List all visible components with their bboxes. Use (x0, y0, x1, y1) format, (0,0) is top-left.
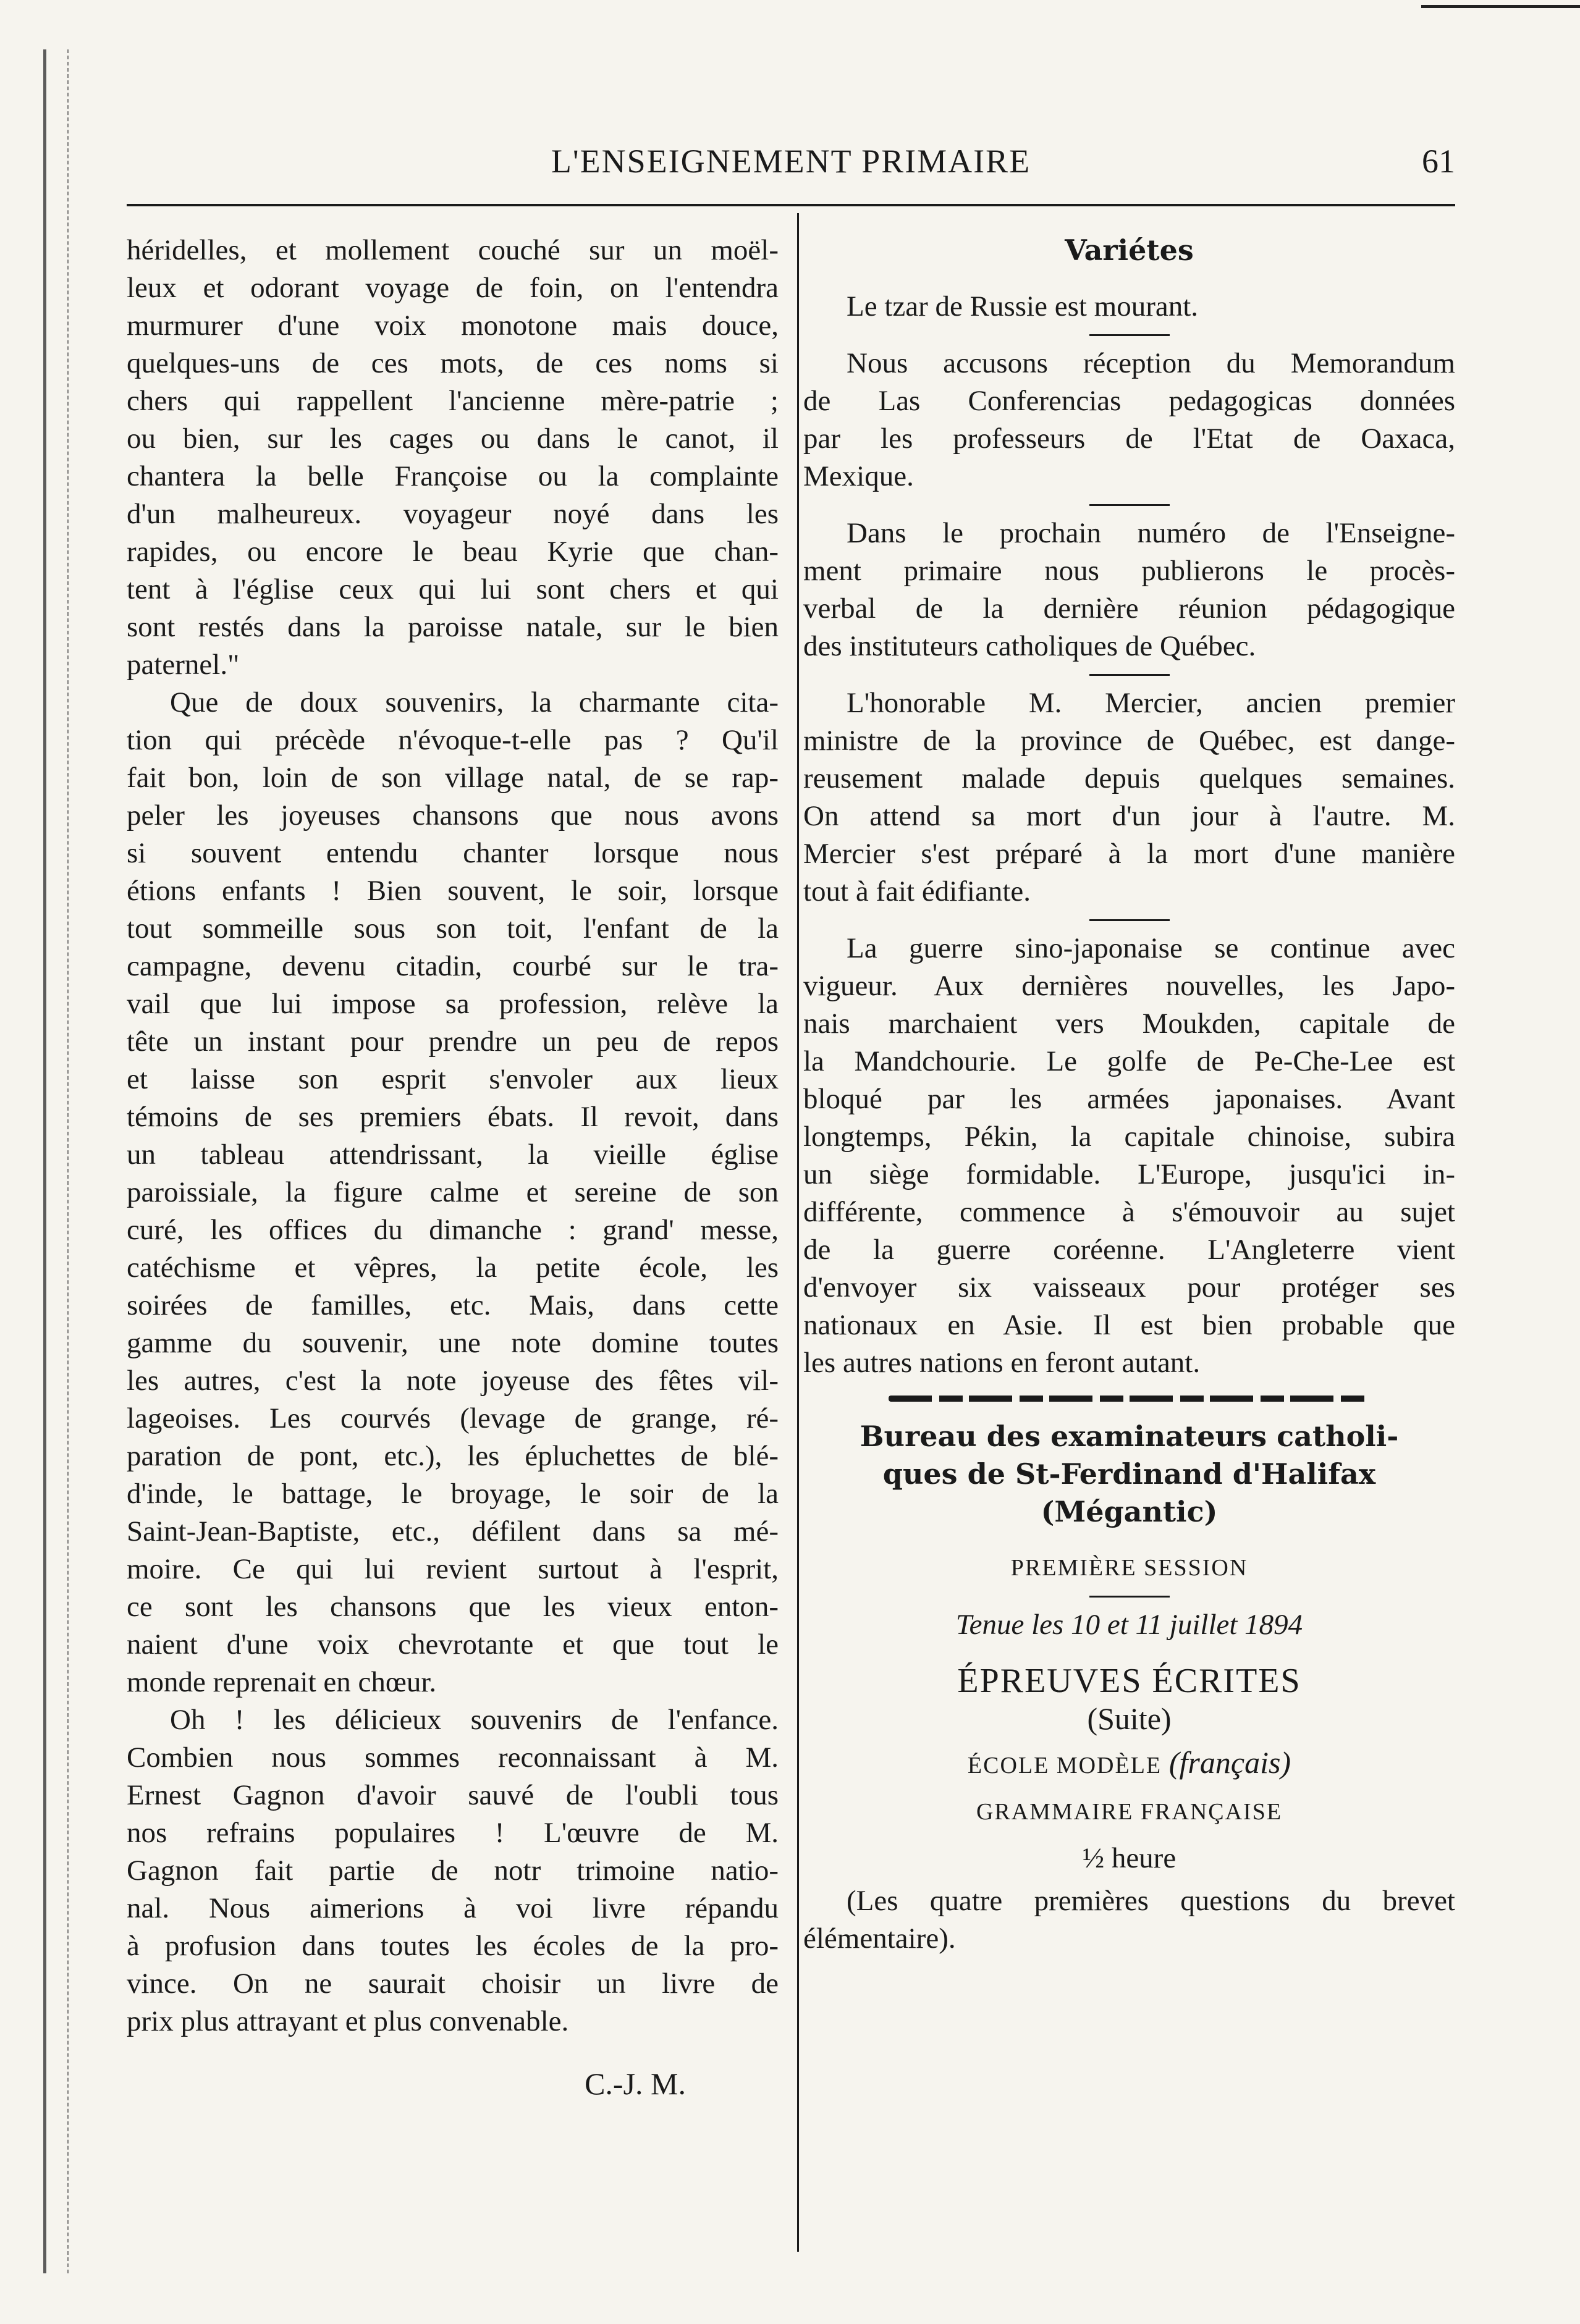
separator-rule (1089, 674, 1170, 676)
text-line: Ernest Gagnon d'avoir sauvé de l'oubli tous (127, 1779, 779, 1811)
text-line: Gagnon fait partie de notr trimoine natio- (127, 1855, 779, 1887)
text-line: rapides, ou encore le beau Kyrie que chan- (127, 536, 779, 568)
text-line: chers qui rappellent l'ancienne mère-patrie ; (127, 385, 779, 417)
right-column (803, 232, 1455, 1958)
text-line: naient d'une voix chevrotante et que tout le (127, 1628, 779, 1661)
text-line: Saint-Jean-Baptiste, etc., défilent dans sa mé- (127, 1515, 779, 1547)
text-line: ou bien, sur les cages ou dans le canot, il (127, 423, 779, 455)
text-line: monde reprenait en chœur. (127, 1666, 437, 1698)
text-line: leux et odorant voyage de foin, on l'entendra (127, 272, 779, 304)
text-line: catéchisme et vêpres, la petite école, les (127, 1252, 779, 1284)
text-line: témoins de ses premiers ébats. Il revoit, dans (127, 1101, 779, 1133)
duration-label: ½ heure (1082, 1842, 1177, 1874)
text-line: tion qui précède n'évoque-t-elle pas ? Qu'il (127, 724, 779, 756)
text-line: Mercier s'est préparé à la mort d'une manière (803, 838, 1455, 870)
text-line: nais marchaient vers Moukden, capitale de (803, 1008, 1455, 1040)
separator-rule (1089, 334, 1170, 336)
separator-rule (1089, 1596, 1170, 1598)
ecole-subject: (français) (1168, 1745, 1291, 1780)
text-line: la Mandchourie. Le golfe de Pe-Che-Lee est (803, 1045, 1455, 1077)
text-line: un siège formidable. L'Europe, jusqu'ici in- (803, 1158, 1455, 1190)
text-line: tout sommeille sous son toit, l'enfant de la (127, 912, 779, 945)
author-signature: C.-J. M. (585, 2066, 686, 2101)
text-line: par les professeurs de l'Etat de Oaxaca, (803, 423, 1455, 455)
ecole-heading (803, 1744, 1455, 1785)
paragraph (127, 1701, 779, 2040)
grammaire-heading: GRAMMAIRE FRANÇAISE (976, 1799, 1283, 1825)
text-line: de la guerre coréenne. L'Angleterre vient (803, 1234, 1455, 1266)
text-line: verbal de la dernière réunion pédagogique (803, 592, 1455, 625)
text-line: bloqué par les armées japonaises. Avant (803, 1083, 1455, 1115)
text-line: étions enfants ! Bien souvent, le soir, lorsque (127, 875, 779, 907)
text-line: moire. Ce qui lui revient surtout à l'esprit, (127, 1553, 779, 1585)
bureau-heading-line: Bureau des examinateurs catholi- (860, 1420, 1399, 1453)
text-line: des instituteurs catholiques de Québec. (803, 630, 1256, 662)
text-line: On attend sa mort d'un jour à l'autre. M. (803, 800, 1455, 832)
journal-title: L'ENSEIGNEMENT PRIMAIRE (551, 143, 1031, 180)
text-line: paration de pont, etc.), les épluchettes de blé- (127, 1440, 779, 1472)
text-line: d'un malheureux. voyageur noyé dans les (127, 498, 779, 530)
text-line: nal. Nous aimerions à voi livre répandu (127, 1892, 779, 1924)
text-line: si souvent entendu chanter lorsque nous (127, 837, 779, 869)
text-line: élémentaire). (803, 1922, 956, 1955)
text-line: La guerre sino-japonaise se continue avec (847, 932, 1455, 964)
running-header (127, 142, 1455, 198)
text-line: paternel." (127, 649, 240, 681)
paragraph (127, 684, 779, 1701)
text-line: tout à fait édifiante. (803, 875, 1031, 907)
text-line: peler les joyeuses chansons que nous avons (127, 799, 779, 832)
text-line: ment primaire nous publierons le procès- (803, 555, 1455, 587)
paragraph (127, 232, 779, 684)
text-line: lageoises. Les courvés (levage de grange, ré- (127, 1402, 779, 1434)
text-line: Nous accusons réception du Memorandum (847, 347, 1455, 379)
page-number: 61 (1422, 143, 1455, 180)
suite-label: (Suite) (1087, 1701, 1172, 1736)
text-line: Le tzar de Russie est mourant. (847, 290, 1199, 322)
text-line: tent à l'église ceux qui lui sont chers et qui (127, 573, 779, 605)
ecole-label: ÉCOLE MODÈLE (967, 1753, 1162, 1779)
text-line: vince. On ne saurait choisir un livre de (127, 1968, 779, 2000)
ornamental-divider (889, 1396, 1371, 1402)
text-line: et laisse son esprit s'envoler aux lieux (127, 1063, 779, 1095)
text-line: reusement malade depuis quelques semaines. (803, 762, 1455, 794)
text-line: Combien nous sommes reconnaissant à M. (127, 1741, 779, 1774)
separator-rule (1089, 504, 1170, 506)
column-divider (797, 213, 799, 2252)
section-heading: Variétes (1065, 234, 1194, 267)
text-line: curé, les offices du dimanche : grand' messe, (127, 1214, 779, 1246)
text-line: Oh ! les délicieux souvenirs de l'enfance. (170, 1704, 779, 1736)
session-label: PREMIÈRE SESSION (1010, 1555, 1248, 1581)
scan-mark (1421, 5, 1580, 8)
text-line: sont restés dans la paroisse natale, sur le bien (127, 611, 779, 643)
text-line: vail que lui impose sa profession, relève la (127, 988, 779, 1020)
separator-rule (1089, 919, 1170, 921)
text-line: L'honorable M. Mercier, ancien premier (847, 687, 1455, 719)
left-column (127, 232, 779, 2103)
text-line: d'inde, le battage, le broyage, le soir de la (127, 1478, 779, 1510)
bureau-heading-line: (Mégantic) (1041, 1495, 1218, 1528)
text-line: prix plus attrayant et plus convenable. (127, 2005, 569, 2037)
text-line: longtemps, Pékin, la capitale chinoise, subira (803, 1121, 1455, 1153)
bureau-heading-line: ques de St-Ferdinand d'Halifax (882, 1457, 1376, 1491)
text-line: quelques-uns de ces mots, de ces noms si (127, 347, 779, 379)
text-line: murmurer d'une voix monotone mais douce, (127, 309, 779, 342)
text-line: à profusion dans toutes les écoles de la pro- (127, 1930, 779, 1962)
text-line: ministre de la province de Québec, est dange- (803, 725, 1455, 757)
text-line: Dans le prochain numéro de l'Enseigne- (847, 517, 1455, 549)
text-line: héridelles, et mollement couché sur un moël- (127, 234, 779, 266)
text-line: Que de doux souvenirs, la charmante cita- (170, 686, 779, 718)
text-line: nationaux en Asie. Il est bien probable que (803, 1309, 1455, 1341)
text-line: d'envoyer six vaisseaux pour protéger ses (803, 1271, 1455, 1303)
text-line: différente, commence à s'émouvoir au sujet (803, 1196, 1455, 1228)
text-line: tête un instant pour prendre un peu de repos (127, 1025, 779, 1058)
text-line: soirées de familles, etc. Mais, dans cette (127, 1289, 779, 1321)
text-line: chantera la belle Françoise ou la complainte (127, 460, 779, 492)
session-dates: Tenue les 10 et 11 juillet 1894 (955, 1609, 1303, 1641)
text-line: un tableau attendrissant, la vieille église (127, 1139, 779, 1171)
text-line: ce sont les chansons que les vieux enton- (127, 1591, 779, 1623)
page-binding-edge (43, 49, 69, 2273)
text-line: fait bon, loin de son village natal, de se rap- (127, 762, 779, 794)
text-line: de Las Conferencias pedagogicas données (803, 385, 1455, 417)
epreuves-heading: ÉPREUVES ÉCRITES (957, 1662, 1301, 1700)
text-line: campagne, devenu citadin, courbé sur le tra- (127, 950, 779, 982)
text-line: vigueur. Aux dernières nouvelles, les Japo- (803, 970, 1455, 1002)
header-rule (127, 204, 1455, 206)
text-line: (Les quatre premières questions du brevet (847, 1885, 1455, 1917)
text-line: gamme du souvenir, une note domine toutes (127, 1327, 779, 1359)
text-line: paroissiale, la figure calme et sereine de son (127, 1176, 779, 1208)
text-line: les autres, c'est la note joyeuse des fêtes vil- (127, 1365, 779, 1397)
text-line: Mexique. (803, 460, 914, 492)
text-line: les autres nations en feront autant. (803, 1347, 1201, 1379)
text-line: nos refrains populaires ! L'œuvre de M. (127, 1817, 779, 1849)
